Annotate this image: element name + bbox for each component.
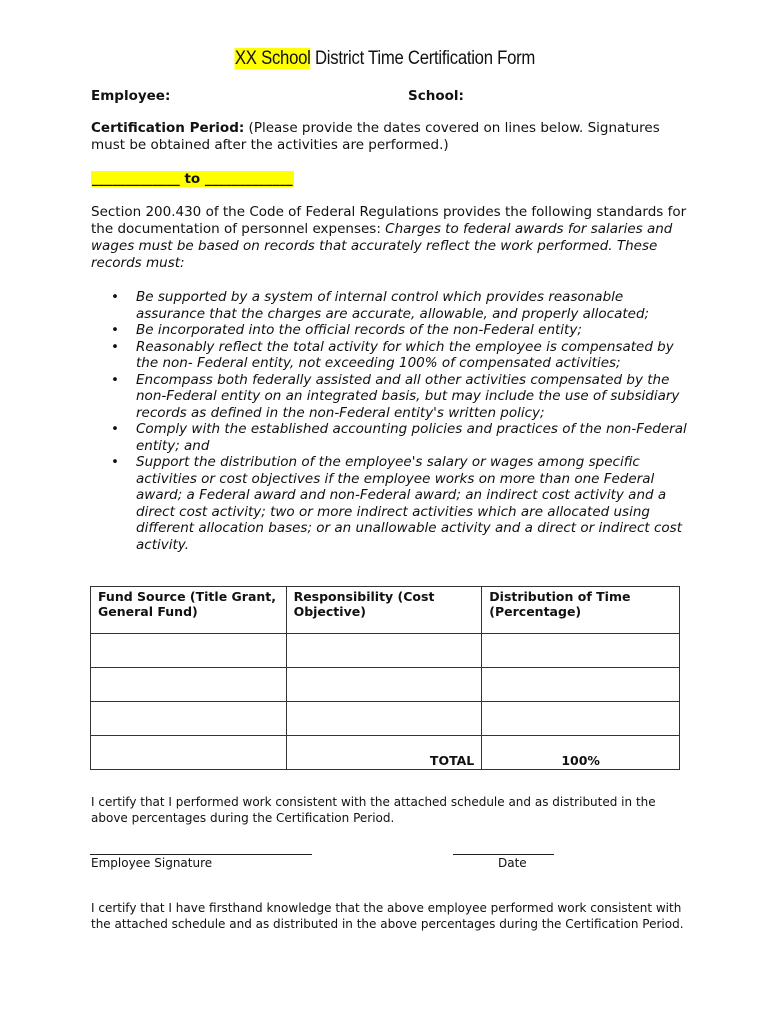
certification-period-text — [91, 120, 691, 154]
column-header-responsibility: Responsibility (Cost Objective) — [286, 587, 482, 634]
page-title — [46, 48, 724, 70]
date-range-field[interactable]: _____________ to _____________ — [92, 171, 293, 187]
list-item — [91, 372, 691, 422]
regulation-intro: Section 200.430 of the Code of Federal Regulations provides the following standards for the documentation of personnel expenses: — [91, 204, 687, 237]
list-item — [91, 454, 691, 553]
bullet-icon: • — [111, 421, 119, 437]
list-item-text: Be supported by a system of internal control which provides reasonable assurance that the charges are accurate, allowable, and properly allocated; — [136, 289, 650, 322]
date-label: Date — [498, 856, 527, 870]
table-row — [91, 702, 680, 736]
distribution-cell[interactable] — [482, 634, 680, 668]
certification-period-instruction: (Please provide the dates covered on lines below. Signatures must be obtained after the activities are performed.) — [91, 120, 660, 153]
total-empty-cell — [91, 736, 287, 770]
fund-source-cell[interactable] — [91, 702, 287, 736]
list-item-text: Comply with the established accounting policies and practices of the non-Federal entity; and — [136, 421, 687, 454]
bullet-icon: • — [111, 322, 119, 338]
regulation-paragraph — [91, 204, 691, 272]
bullet-icon: • — [111, 454, 119, 470]
column-header-distribution: Distribution of Time (Percentage) — [482, 587, 680, 634]
distribution-cell[interactable] — [482, 668, 680, 702]
distribution-cell[interactable] — [482, 702, 680, 736]
fund-source-cell[interactable] — [91, 634, 287, 668]
fund-source-cell[interactable] — [91, 668, 287, 702]
school-label: School: — [408, 88, 464, 104]
certification-period-label: Certification Period: — [91, 120, 245, 136]
employee-signature-label: Employee Signature — [91, 856, 213, 870]
employee-label: Employee: — [91, 88, 171, 104]
list-item — [91, 322, 691, 339]
regulation-quote: Charges to federal awards for salaries and wages must be based on records that accurately reflect the work performed. These records must: — [91, 221, 673, 271]
title-highlight: XX School — [234, 48, 311, 69]
list-item-text: Encompass both federally assisted and all other activities compensated by the non-Federal entity on an integrated basis, but may include the use of subsidiary records as defined in the non-Federal entity's written policy; — [136, 371, 680, 421]
total-value: 100% — [482, 736, 680, 770]
list-item — [91, 421, 691, 454]
date-line[interactable] — [453, 854, 554, 855]
bullet-icon: • — [111, 371, 119, 388]
requirements-list — [91, 289, 691, 553]
responsibility-cell[interactable] — [286, 668, 482, 702]
list-item-text: Reasonably reflect the total activity for which the employee is compensated by the non- Federal entity, not exceeding 100% of compensated activities; — [136, 338, 674, 371]
responsibility-cell[interactable] — [286, 634, 482, 668]
employee-certification-statement: I certify that I performed work consistent with the attached schedule and as distributed in the above percentages during the Certification Period. — [91, 795, 656, 825]
list-item — [91, 289, 691, 322]
time-distribution-table — [90, 586, 680, 770]
table-header-row — [91, 587, 680, 634]
column-header-fund-source: Fund Source (Title Grant, General Fund) — [91, 587, 287, 634]
list-item-text: Support the distribution of the employee's salary or wages among specific activities or cost objectives if the employee works on more than one Federal award; a Federal award and non-Federal award; an indirect cost activity and a direct cost activity; two or more indirect activities which are allocated using different allocation bases; or an unallowable activity and a direct or indirect cost activity. — [136, 454, 682, 553]
list-item-text: Be incorporated into the official records of the non-Federal entity; — [136, 322, 582, 338]
title-rest: District Time Certification Form — [310, 48, 536, 69]
table-row — [91, 668, 680, 702]
table-row — [91, 634, 680, 668]
responsibility-cell[interactable] — [286, 702, 482, 736]
bullet-icon: • — [111, 338, 119, 355]
supervisor-certification-statement: I certify that I have firsthand knowledge that the above employee performed work consistent with the attached schedule and as distributed in the above percentages during the Certification Period. — [91, 901, 684, 931]
employee-signature-line[interactable] — [90, 854, 312, 855]
list-item — [91, 339, 691, 372]
table-total-row — [91, 736, 680, 770]
total-label: TOTAL — [286, 736, 482, 770]
bullet-icon: • — [111, 289, 119, 305]
